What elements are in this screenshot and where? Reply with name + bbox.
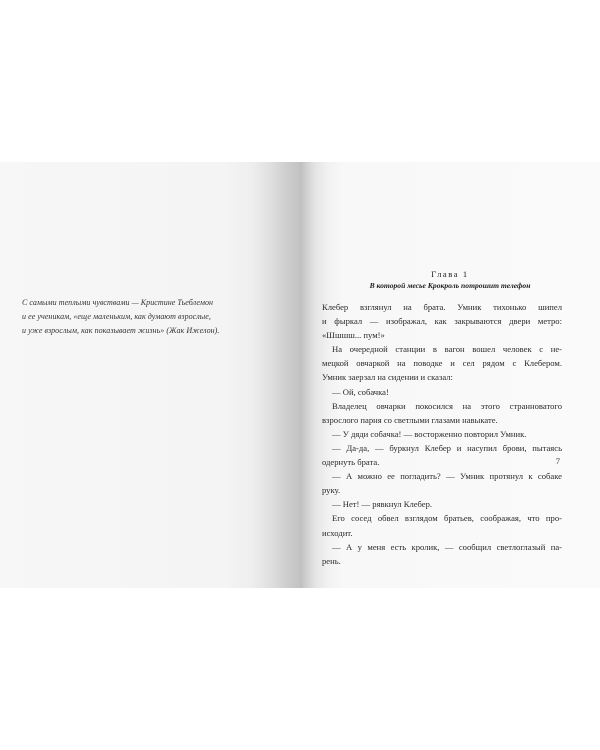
text-line: «Шшшш... пум!»: [322, 330, 385, 341]
text-line: и фыркал — изображал, как закрываются двери метро:: [322, 316, 562, 327]
text-line: Умник заерзал на сидении и сказал:: [322, 372, 453, 383]
text-line: — Ой, собачка!: [332, 386, 389, 397]
text-line: рень.: [322, 555, 341, 566]
epigraph-line: и ее ученикам, «еще маленьким, как думают взрослые,: [22, 312, 211, 321]
left-page: [0, 162, 300, 588]
text-line: На очередной станции в вагон вошел человек с не-: [332, 344, 562, 355]
text-line: одернуть брата.: [322, 457, 380, 468]
text-line: мецкой овчаркой на поводке и сел рядом с Клебером.: [322, 358, 562, 369]
epigraph-line: С самыми теплыми чувствами — Кристине Тьеблемон: [22, 298, 214, 307]
text-line: — Да-да, — буркнул Клебер и насупил брови, пытаясь: [332, 442, 562, 453]
book-spread: [0, 162, 600, 588]
right-page: [300, 162, 600, 588]
text-line: исходит.: [322, 527, 353, 538]
text-line: — Нет! — рявкнул Клебер.: [332, 499, 433, 510]
epigraph-line: и уже взрослым, как показывает жизнь» (Жак Ижелон).: [22, 326, 220, 335]
text-line: Клебер взглянул на брата. Умник тихонько шипел: [322, 302, 562, 312]
epigraph: [22, 296, 262, 338]
chapter-title: В которой месье Крокроль потрошит телефон: [369, 281, 531, 290]
text-line: руку.: [322, 485, 341, 496]
chapter-header: [340, 268, 560, 291]
text-line: взрослого парня со светлыми глазами навыкате.: [322, 414, 498, 425]
text-line: — А можно ее погладить? — Умник протянул к собаке: [332, 471, 562, 482]
text-line: — У дяди собачка! — восторженно повторил Умник.: [332, 428, 527, 439]
chapter-label: Глава 1: [431, 269, 469, 279]
text-line: Его сосед обвел взглядом братьев, соображая, что про-: [332, 513, 562, 524]
text-line: Владелец овчарки покосился на этого странноватого: [332, 400, 562, 411]
text-line: — А у меня есть кролик, — сообщил светлоглазый па-: [332, 541, 562, 552]
body-text: [322, 300, 562, 568]
page-number: 7: [555, 456, 560, 466]
